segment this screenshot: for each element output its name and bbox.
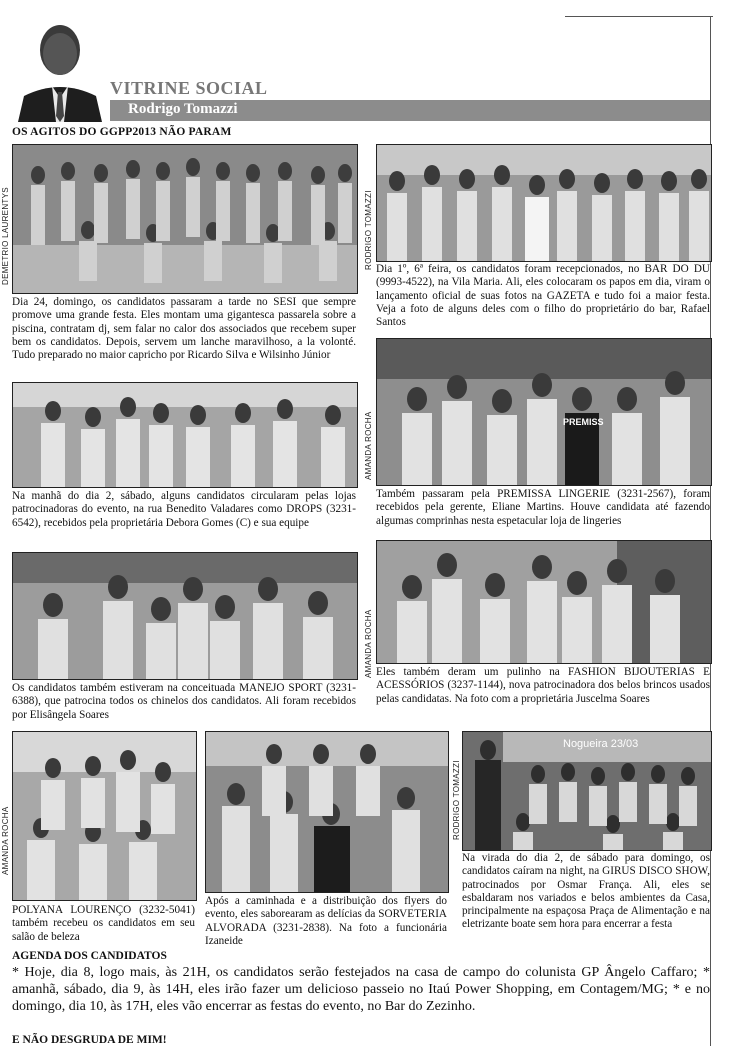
photo-caption: Dia 24, domingo, os candidatos passaram a tarde no SESI que sempre promove uma grande festa. Eles montam uma gigantesca passarela sobre a piscina, contratam dj, sem falar no calor dos associados que recebem super bem os candidatos. Depois, servem um lanche maravilhoso, a la volonté. Tudo preparado no maior capricho por Ricardo Silva e Wilsinho Júnior [12, 296, 356, 362]
photo-credit: AMANDA ROCHA [1, 806, 10, 875]
photo-credit: RODRIGO TOMAZZI [452, 760, 461, 840]
photo-girus-disco [462, 731, 712, 851]
column-name: VITRINE SOCIAL [110, 78, 268, 98]
photo-credit: DEMETRIO LAURENTYS [1, 187, 10, 285]
photo-caption: Dia 1º, 6ª feira, os candidatos foram recepcionados, no BAR DO DU (9993-4522), na Vila Maria. Ali, eles colocaram os papos em dia, viram o lançamento oficial de suas fotos na GAZETA e tudo foi a maior festa. Veja a foto de alguns deles com o filho do proprietário do bar, Rafael Santos [376, 263, 710, 329]
photo-caption: Na manhã do dia 2, sábado, alguns candidatos circularam pelas lojas patrocinadoras do evento, na rua Benedito Valadares como DROPS (3231-6542), recebidos pela proprietária Debora Gomes (C) e sua equipe [12, 490, 356, 529]
closing-line: E NÃO DESGRUDA DE MIM! [12, 1034, 167, 1046]
photo-sorveteria-alvorada [205, 731, 449, 893]
photo-sesi-pool-party [12, 144, 358, 294]
photo-polyana-salao [12, 731, 197, 901]
agenda-body: * Hoje, dia 8, logo mais, às 21H, os candidatos serão festejados na casa de campo do colunista GP Ângelo Caffaro; * amanhã, sábado, dia 9, às 14H, eles irão fazer um delicioso passeio no Itaú Power Shopping, em Contagem/MG; * e no domingo, dia 10, às 17H, eles vão encerrar as festas do evento, no Bar do Zezinho. [12, 965, 710, 1014]
photo-drops-store [12, 382, 358, 488]
photo-caption: Também passaram pela PREMISSA LINGERIE (3231-2567), foram recebidos pela gerente, Eliane Martins. Houve candidata até fazendo algumas comprinhas nesta espetacular loja de lingeries [376, 488, 710, 527]
photo-manejo-sport [12, 552, 358, 680]
photo-credit: AMANDA ROCHA [364, 609, 373, 678]
photo-bar-do-du [376, 144, 712, 262]
photo-caption: Eles também deram um pulinho na FASHION BIJOUTERIAS E ACESSÓRIOS (3237-1144), nova patrocinadora dos belos brincos usados pelas candidatas. Na foto com a proprietária Juscelma Soares [376, 666, 710, 705]
banner-text: Nogueira 23/03 [563, 738, 639, 750]
photo-caption: Os candidatos também estiveram na conceituada MANEJO SPORT (3231-6388), que patrocina todos os chinelos dos candidatos. Ali foram recebidos por Elisângela Soares [12, 682, 356, 721]
shirt-text: PREMISS [563, 417, 604, 427]
section-title: OS AGITOS DO GGPP2013 NÃO PARAM [12, 126, 232, 138]
author-name: Rodrigo Tomazzi [128, 101, 238, 117]
photo-credit: AMANDA ROCHA [364, 411, 373, 480]
photo-fashion-bijouterias [376, 540, 712, 664]
photo-caption: Na virada do dia 2, de sábado para domingo, os candidatos caíram na night, na GIRUS DISCO SHOW, patrocinados por Osmar França. Ali, eles se esbaldaram nos variados e belos ambientes da Casa, principalmente na espaçosa Praça de Alimentação e na eletrizante boate sem hora para encerrar a festa [462, 852, 710, 931]
agenda-title: AGENDA DOS CANDIDATOS [12, 950, 167, 962]
photo-credit: RODRIGO TOMAZZI [364, 190, 373, 270]
photo-caption: POLYANA LOURENÇO (3232-5041) também recebeu os candidatos em seu salão de beleza [12, 904, 195, 943]
header-rule [565, 16, 713, 17]
columnist-portrait [14, 16, 104, 122]
photo-caption: Após a caminhada e a distribuição dos flyers do evento, eles saborearam as delícias da SORVETERIA ALVORADA (3231-2838). Na foto a funcionária Izaneide [205, 895, 447, 947]
photo-premissa-lingerie [376, 338, 712, 486]
